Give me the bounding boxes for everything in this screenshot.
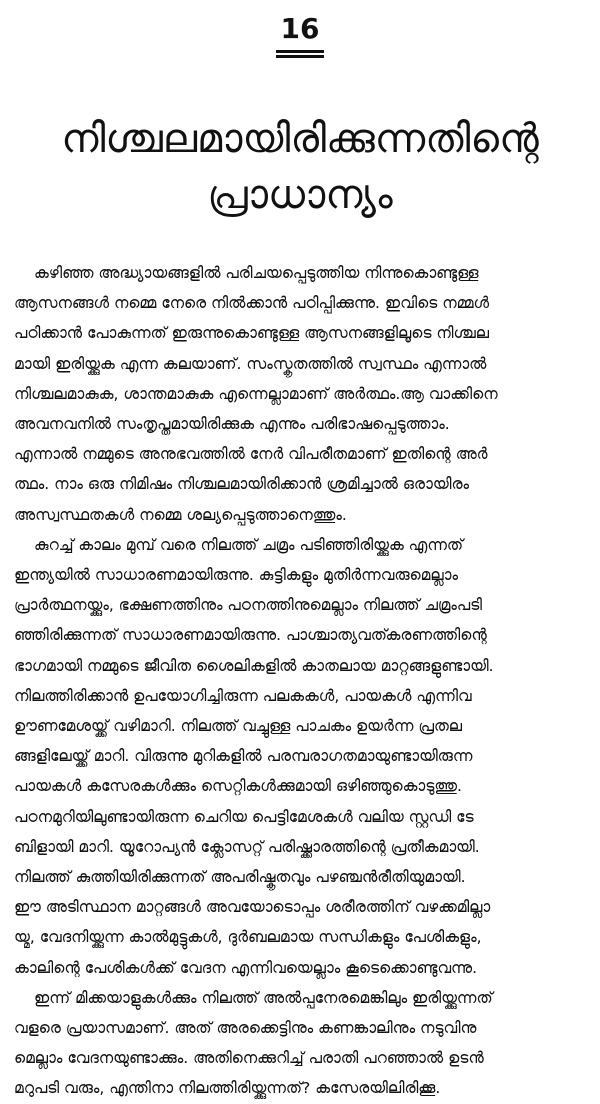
text-line: പഠനമുറിയിലുണ്ടായിരുന്ന ചെറിയ പെട്ടിമേശകൾ വലിയ സ്റ്റഡി ടേ bbox=[14, 807, 474, 826]
text-line: കുറച്ച് കാലം മുമ്പ് വരെ നിലത്ത് ചമ്രം പടിഞ്ഞിരിയ്ക്കുക എന്നത് bbox=[34, 535, 464, 554]
text-line: ങ്ങളിലേയ്ക്ക് മാറി. വിരുന്നു മുറികളിൽ പരമ്പരാഗതമായുണ്ടായിരുന്ന bbox=[14, 747, 473, 766]
text-line: ത്ഥം. നാം ഒരു നിമിഷം നിശ്ചലമായിരിക്കാൻ ശ്രമിച്ചാൽ ഒരായിരം bbox=[14, 475, 470, 494]
text-line: എന്നാൽ നമ്മുടെ അനുഭവത്തിൽ നേർ വിപരീതമാണ് ഇതിന്റെ അർ bbox=[14, 445, 488, 464]
text-line: ഈ അടിസ്ഥാന മാറ്റങ്ങൾ അവയോടൊപ്പം ശരീരത്തിന് വഴക്കമില്ലാ bbox=[14, 898, 491, 917]
text-line: ഭാഗമായി നമ്മുടെ ജീവിത ശൈലികളിൽ കാതലായ മാറ്റങ്ങളുണ്ടായി. bbox=[14, 656, 494, 675]
text-line: കഴിഞ്ഞ അദ്ധ്യായങ്ങളിൽ പരിചയപ്പെടുത്തിയ നിന്നുകൊണ്ടുള്ള bbox=[34, 264, 479, 282]
text-line: പായകൾ കസേരകൾക്കും സെറ്റികൾക്കുമായി ഒഴിഞ്ഞുകൊടുത്തു. bbox=[14, 777, 462, 796]
paragraph bbox=[14, 983, 584, 1104]
paragraph bbox=[14, 258, 584, 530]
text-line: നിലത്തിരിക്കാൻ ഉപയോഗിച്ചിരുന്ന പലകകൾ, പായകൾ എന്നിവ bbox=[14, 686, 472, 705]
text-line: പഠിക്കാൻ പോകുന്നത് ഇരുന്നുകൊണ്ടുള്ള ആസനങ്ങളിലൂടെ നിശ്ചല bbox=[14, 324, 490, 343]
text-line: പ്രാർത്ഥനയ്ക്കും, ഭക്ഷണത്തിനും പഠനത്തിനുമെല്ലാം നിലത്ത് ചമ്രംപടി bbox=[14, 596, 482, 615]
chapter-body bbox=[14, 258, 584, 1104]
paragraph bbox=[14, 530, 584, 983]
text-line: അവനവനിൽ സംതൃപ്തമായിരിക്കുക എന്നും പരിഭാഷപ്പെടുത്താം. bbox=[14, 415, 450, 434]
text-line: വളരെ പ്രയാസമാണ്. അത് അരക്കെട്ടിനും കണങ്കാലിനും നടുവിനു bbox=[14, 1019, 477, 1038]
text-line: കാലിന്റെ പേശികൾക്ക് വേദന എന്നിവയെല്ലാം കൂടെക്കൊണ്ടുവന്നു. bbox=[14, 958, 478, 977]
chapter-number-underline-second bbox=[276, 55, 324, 58]
text-line: ഇന്ത്യയിൽ സാധാരണമായിരുന്നു. കുട്ടികളും മുതിർന്നവരുമെല്ലാം bbox=[14, 566, 458, 585]
text-line: മെല്ലാം വേദനയുണ്ടാക്കും. അതിനെക്കുറിച്ച് പരാതി പറഞ്ഞാൽ ഉടൻ bbox=[14, 1049, 484, 1068]
text-line: ഞ്ഞിരിക്കുന്നത് സാധാരണമായിരുന്നു. പാശ്ചാത്യവത്കരണത്തിന്റെ bbox=[14, 626, 487, 645]
text-line: മറുപടി വരും, എന്തിനാ നിലത്തിരിയ്ക്കുന്നത്? കസേരയിലിരിക്കൂ. bbox=[14, 1079, 441, 1098]
text-line: ബിളായി മാറി. യൂറോപ്യൻ ക്ലോസറ്റ് പരിഷ്ക്കാരത്തിന്റെ പ്രതീകമായി. bbox=[14, 837, 480, 856]
text-line: നിശ്ചലമാകുക, ശാന്തമാകുക എന്നെല്ലാമാണ് അർത്ഥം.ആ വാക്കിനെ bbox=[14, 384, 498, 403]
text-line: ആസനങ്ങൾ നമ്മെ നേരെ നിൽക്കാൻ പഠിപ്പിക്കുന്നു. ഇവിടെ നമ്മൾ bbox=[14, 294, 490, 313]
chapter-title-line: നിശ്ചലമായിരിക്കുന്നതിന്റെ bbox=[61, 115, 539, 162]
chapter-number-underline bbox=[276, 50, 324, 53]
text-line: നിലത്ത് കുത്തിയിരിക്കുന്നത് അപരിഷ്കൃതവും പഴഞ്ചൻരീതിയുമായി. bbox=[14, 868, 466, 887]
text-line: ഊണമേശയ്ക്ക് വഴിമാറി. നിലത്ത് വച്ചുള്ള പാചകം ഉയർന്ന പ്രതല bbox=[14, 717, 462, 736]
text-line: യ്മ, വേദനിയ്ക്കുന്ന കാൽമുട്ടുകൾ, ദുർബലമായ സന്ധികളും പേശികളും, bbox=[14, 928, 482, 947]
text-line: മായി ഇരിയ്ക്കുക എന്ന കലയാണ്. സംസ്കൃതത്തിൽ സ്വസ്ഥം എന്നാൽ bbox=[14, 354, 487, 373]
text-line: ഇന്ന് മിക്കയാളുകൾക്കും നിലത്ത് അൽപ്പനേരമെങ്കിലും ഇരിയ്ക്കുന്നത് bbox=[34, 988, 493, 1007]
text-line: അസ്വസ്ഥതകൾ നമ്മെ ശല്യപ്പെടുത്താനെത്തും. bbox=[14, 505, 347, 524]
chapter-title-line: പ്രാധാന്യം bbox=[207, 171, 393, 218]
chapter-title bbox=[20, 111, 580, 223]
chapter-number: 16 bbox=[280, 12, 320, 45]
